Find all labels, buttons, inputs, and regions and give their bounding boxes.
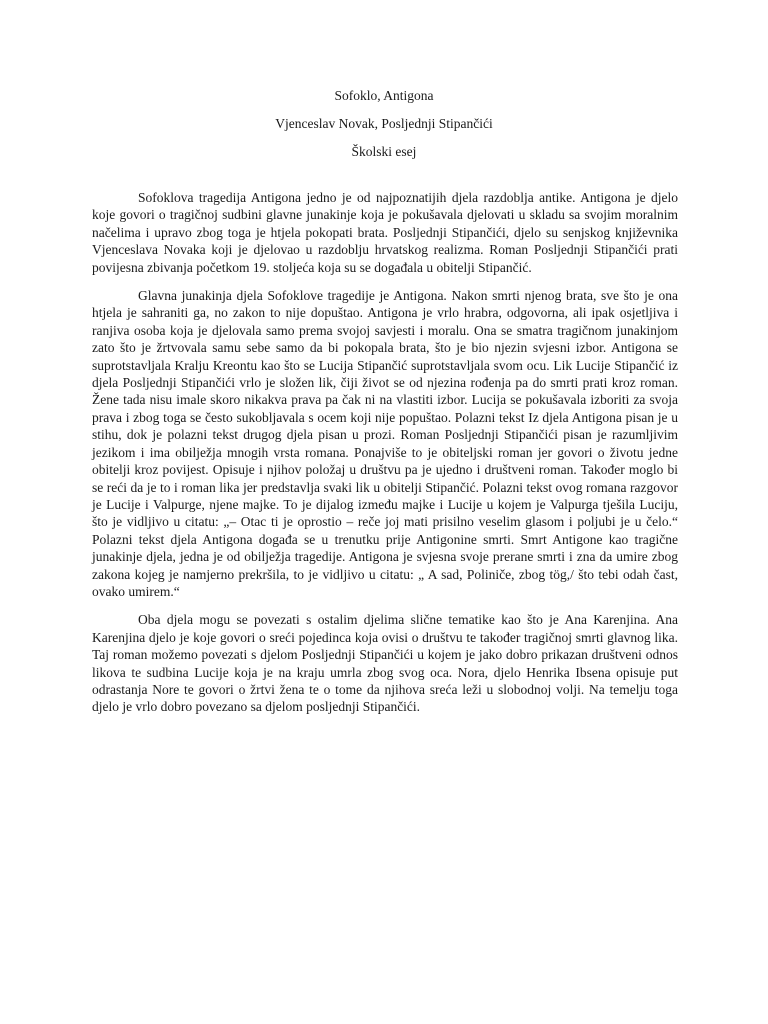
paragraph-2: Glavna junakinja djela Sofoklove tragedije je Antigona. Nakon smrti njenog brata, sve što je ona htjela je sahraniti ga, no zakon to nije dopuštao. Antigona je vrlo hrabra, odgovorna, ali ipak osjetljiva i ranjiva osoba koja je djelovala samo prema svojoj savjesti i moralu. Ona se smatra tragičnom junakinjom zato što je žrtvovala samu sebe samo da bi pokopala brata, što je bio njezin svjesni izbor. Antigona se suprotstavljala Kralju Kreontu kao što se Lucija Stipančić suprotstavljala svom ocu. Lik Lucije Stipančić iz djela Posljednji Stipančići vrlo je složen lik, čiji život se od njezina rođenja pa do smrti prati kroz roman. Žene tada nisu imale skoro nikakva prava pa čak ni na vlastiti izbor. Lucija se pokušavala izboriti za svoja prava i zbog toga se često sukobljavala s ocem koji nije popuštao. Polazni tekst Iz djela Antigona pisan je u stihu, dok je polazni tekst drugog djela pisan u prozi. Roman Posljednji Stipančići pisan je razumljivim jezikom i ima obilježja mnogih vrsta romana. Ponajviše to je obiteljski roman jer govori o životu jedne obitelji kroz povijest. Opisuje i njihov položaj u društvu pa je ujedno i društveni roman. Također moglo bi se reći da je to i roman lika jer predstavlja svaki lik u obitelji Stipančić. Polazni tekst ovog romana razgovor je Lucije i Valpurge, njene majke. To je dijalog između majke i Lucije u kojem je Valpurga tješila Luciju, što je vidljivo u citatu: „– Otac ti je oprostio – reče joj mati prisilno veselim glasom i poljubi je u čelo.“ Polazni tekst djela Antigona događa se u trenutku prije Antigonine smrti. Smrt Antigone kao tragične junakinje djela, jedna je od obilježja tragedije. Antigona je svjesna svoje prerane smrti i zna da umire zbog zakona kojeg je namjerno prekršila, to je vidljivo u citatu: „ A sad, Poliniče, zbog tög,/ što tebi odah čast, ovako umirem.“ [92, 288, 678, 599]
paragraph-3: Oba djela mogu se povezati s ostalim djelima slične tematike kao što je Ana Karenjina. Ana Karenjina djelo je koje govori o sreći pojedinca koja ovisi o društvu te također tragičnoj smrti glavnog lika. Taj roman možemo povezati s djelom Posljednji Stipančići u kojem je jako dobro prikazan društveni odnos likova te sudbina Lucije koja je na kraju umrla zbog svog oca. Nora, djelo Henrika Ibsena opisuje put odrastanja Nore te govori o žrtvi žena te o tome da njihova sreća leži u slobodnoj volji. Na temelju toga djelo je vrlo dobro povezano sa djelom posljednji Stipančići. [92, 612, 678, 715]
paragraph-1: Sofoklova tragedija Antigona jedno je od najpoznatijih djela razdoblja antike. Antigona je djelo koje govori o tragičnoj sudbini glavne junakinje koja je pokušavala djelovati u skladu sa svojim moralnim načelima i upravo zbog toga je htjela pokopati brata. Posljednji Stipančići, djelo su senjskog književnika Vjenceslava Novaka koji je djelovao u razdoblju hrvatskog realizma. Roman Posljednji Stipančići prati povijesna zbivanja početkom 19. stoljeća koja su se događala u obitelji Stipančić. [92, 190, 678, 275]
document-subtitle: Školski esej [351, 144, 417, 159]
document-header [0, 86, 768, 170]
document-title-line-2: Vjenceslav Novak, Posljednji Stipančići [275, 116, 493, 131]
document-body [92, 189, 678, 727]
document-title-line-1: Sofoklo, Antigona [334, 88, 434, 103]
